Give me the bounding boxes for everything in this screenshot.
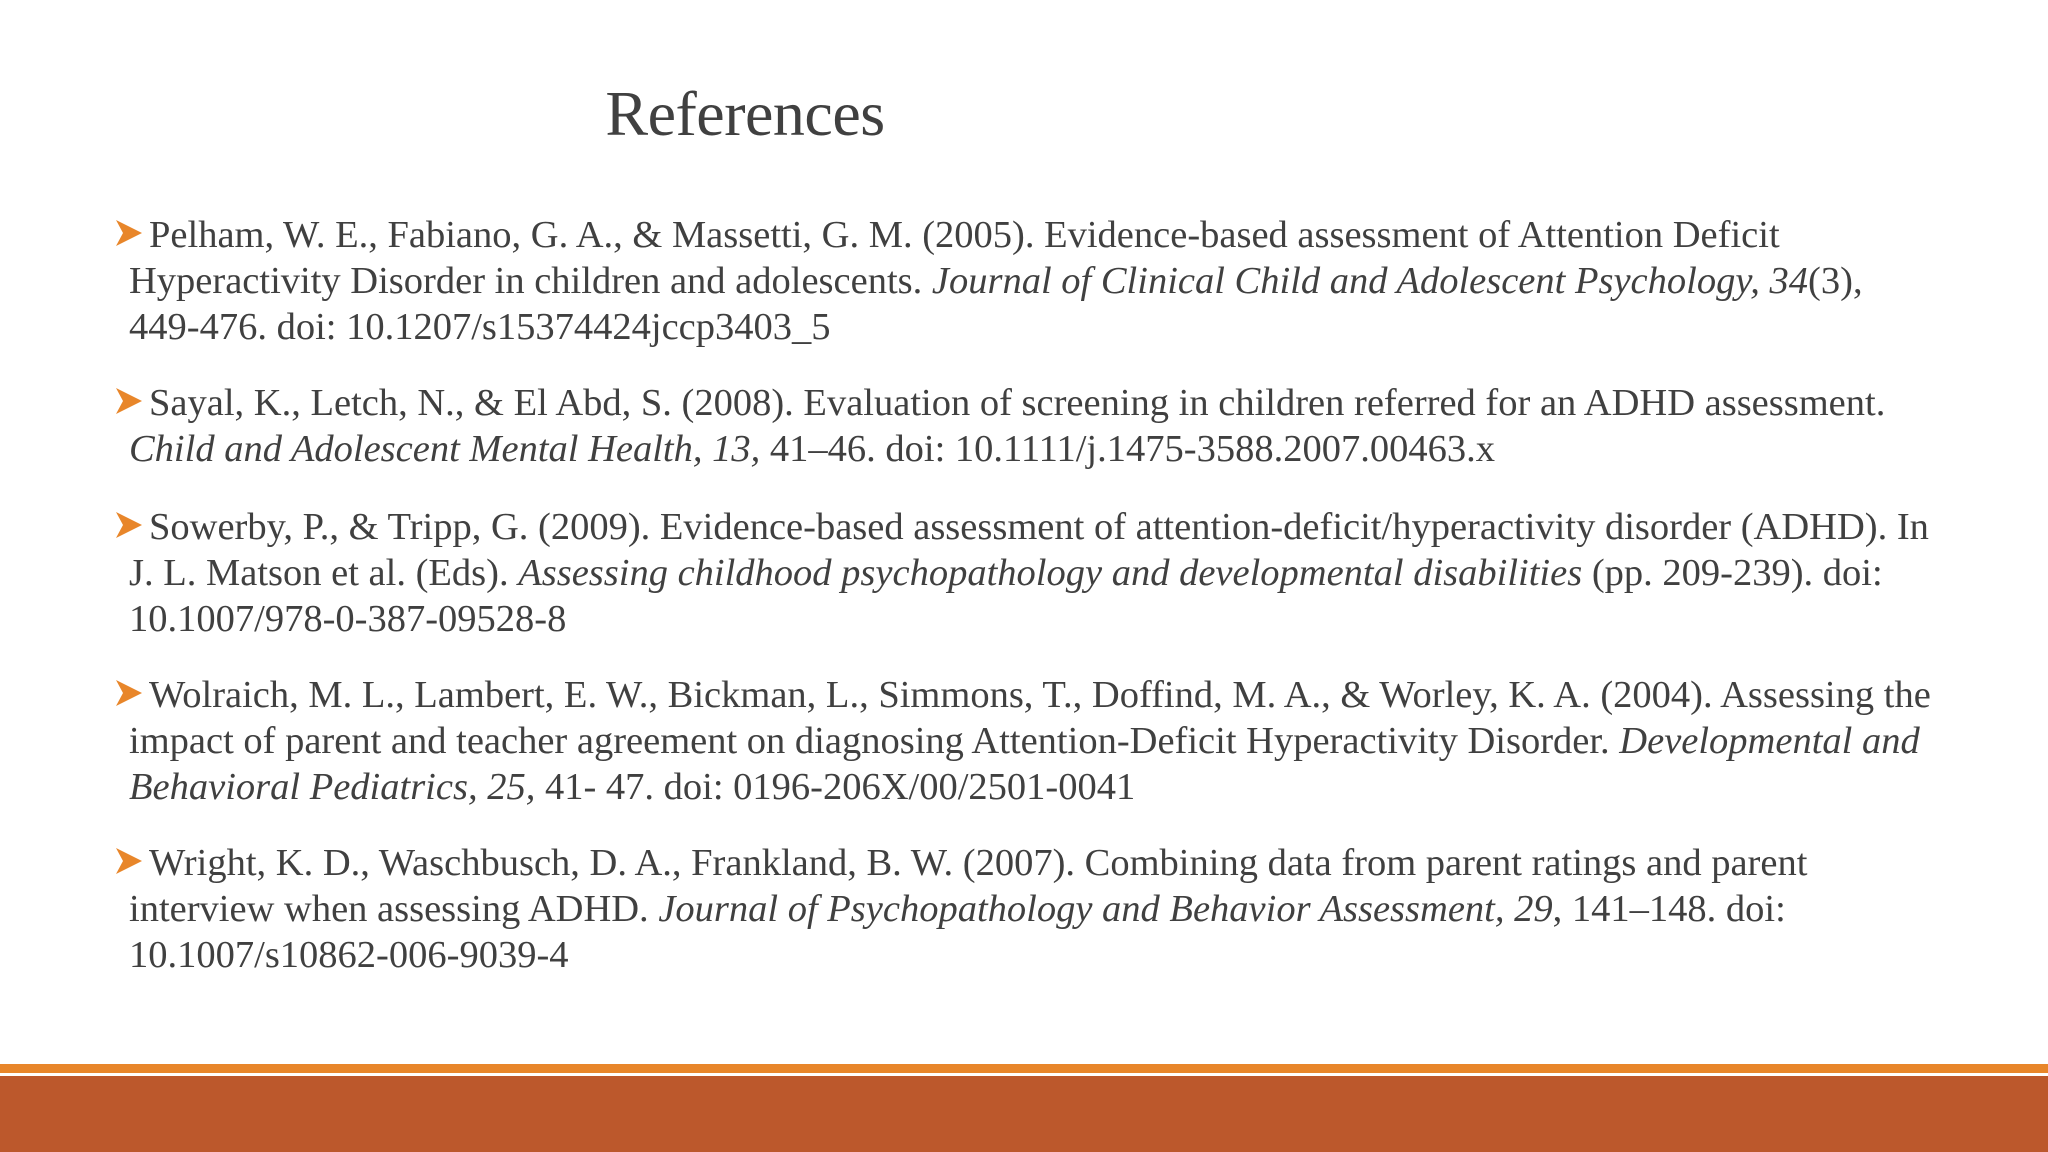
reference-list <box>114 212 1934 1008</box>
reference-details: , 141–148. doi: 10.1007/s10862-006-9039-4 <box>129 888 1786 976</box>
reference-item <box>114 212 1934 350</box>
slide-title: References <box>605 78 885 149</box>
footer-accent-bar <box>0 1064 2048 1073</box>
reference-source: Developmental and Behavioral Pediatrics, 25, <box>129 720 1920 808</box>
arrow-bullet-icon <box>114 218 144 248</box>
reference-details: (3), 449-476. doi: 10.1207/s15374424jccp3403_5 <box>129 260 1863 348</box>
reference-item <box>114 840 1934 978</box>
reference-item <box>114 672 1934 810</box>
reference-source: Child and Adolescent Mental Health, 13, <box>129 428 761 470</box>
reference-source: Assessing childhood psychopathology and developmental disabilities <box>518 552 1583 594</box>
footer-bar <box>0 1076 2048 1152</box>
reference-details: (pp. 209-239). doi: 10.1007/978-0-387-09528-8 <box>129 552 1883 640</box>
reference-text: Wolraich, M. L., Lambert, E. W., Bickman, L., Simmons, T., Doffind, M. A., & Worley, K. A. (2004). Assessing the impact of parent and teacher agreement on diagnosing Attention-Deficit Hyperactivity Disorder. <box>129 674 1931 762</box>
reference-source: Journal of Psychopathology and Behavior Assessment, 29 <box>658 888 1553 930</box>
reference-details: 41–46. doi: 10.1111/j.1475-3588.2007.00463.x <box>760 428 1495 470</box>
reference-text: Sayal, K., Letch, N., & El Abd, S. (2008). Evaluation of screening in children referred for an ADHD assessment. <box>149 382 1886 424</box>
reference-source: Journal of Clinical Child and Adolescent Psychology, 34 <box>931 260 1809 302</box>
arrow-bullet-icon <box>114 846 144 876</box>
reference-text: Wright, K. D., Waschbusch, D. A., Frankland, B. W. (2007). Combining data from parent ratings and parent interview when assessing ADHD. <box>129 842 1808 930</box>
reference-text: Sowerby, P., & Tripp, G. (2009). Evidence-based assessment of attention-deficit/hyperactivity disorder (ADHD). In J. L. Matson et al. (Eds). <box>129 506 1929 594</box>
arrow-bullet-icon <box>114 678 144 708</box>
reference-details: 41- 47. doi: 0196-206X/00/2501-0041 <box>535 766 1136 808</box>
reference-item <box>114 380 1934 472</box>
arrow-bullet-icon <box>114 510 144 540</box>
reference-text: Pelham, W. E., Fabiano, G. A., & Massetti, G. M. (2005). Evidence-based assessment of Attention Deficit Hyperactivity Disorder in children and adolescents. <box>129 214 1780 302</box>
arrow-bullet-icon <box>114 386 144 416</box>
reference-item <box>114 504 1934 642</box>
